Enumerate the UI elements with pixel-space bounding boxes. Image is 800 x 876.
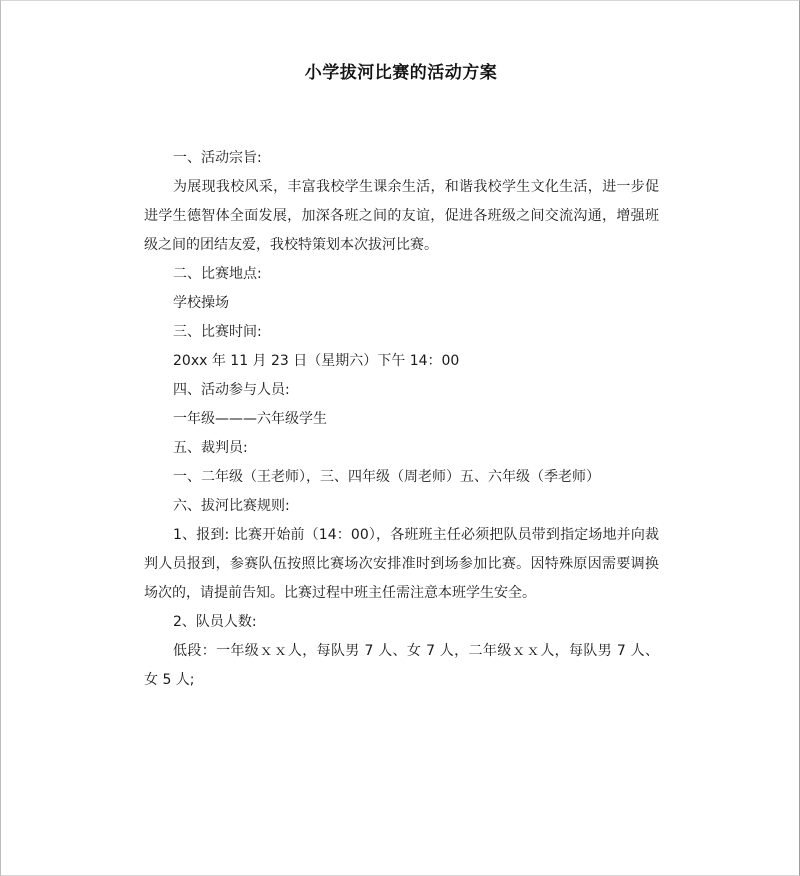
heading-rules: 六、拔河比赛规则: xyxy=(173,498,290,514)
document-body xyxy=(144,144,659,695)
heading-location: 二、比赛地点: xyxy=(173,266,262,282)
heading-time: 三、比赛时间: xyxy=(173,324,262,340)
heading-referees: 五、裁判员: xyxy=(173,440,248,456)
heading-participants: 四、活动参与人员: xyxy=(173,382,290,398)
paragraph-rule-team-size-heading: 2、队员人数: xyxy=(173,614,257,630)
paragraph-purpose: 为展现我校风采，丰富我校学生课余生活，和谐我校学生文化生活，进一步促进学生德智体全面发展，加深各班之间的友谊，促进各班级之间交流沟通，增强班级之间的团结友爱，我校特策划本次拔河比赛。 xyxy=(144,179,659,253)
paragraph-participants: 一年级———六年级学生 xyxy=(173,411,327,427)
document-title: 小学拔河比赛的活动方案 xyxy=(304,63,498,83)
paragraph-rule-registration: 1、报到: 比赛开始前（14：00），各班班主任必须把队员带到指定场地并向裁判人员报到，参赛队伍按照比赛场次安排准时到场参加比赛。因特殊原因需要调换场次的，请提前告知。比赛过程中班主任需注意本班学生安全。 xyxy=(144,527,659,601)
heading-purpose: 一、活动宗旨: xyxy=(173,150,262,166)
paragraph-location: 学校操场 xyxy=(173,295,229,311)
paragraph-time: 20xx 年 11 月 23 日（星期六）下午 14：00 xyxy=(173,353,460,369)
paragraph-referees: 一、二年级（王老师），三、四年级（周老师）五、六年级（季老师） xyxy=(173,469,600,485)
paragraph-rule-team-size-lower: 低段：一年级ｘｘ人，每队男 7 人、女 7 人，二年级ｘｘ人，每队男 7 人、女 5 人; xyxy=(144,643,659,688)
